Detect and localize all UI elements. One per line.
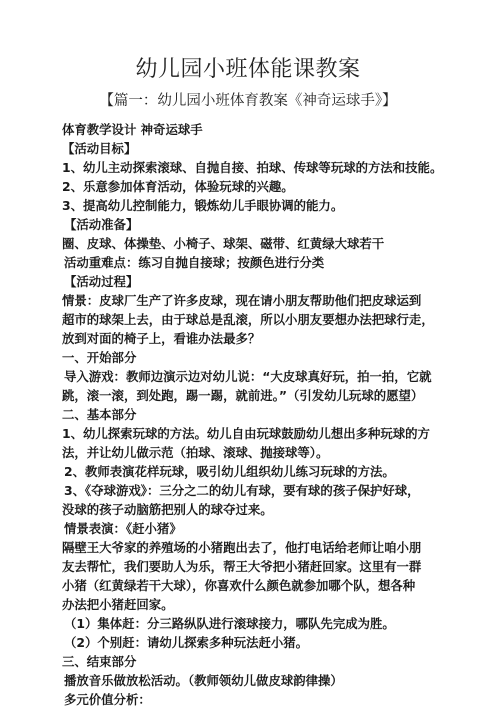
section-heading: 二、基本部分 <box>62 407 137 422</box>
body-line: 情景表演：《赶小猪》 <box>64 521 182 536</box>
body-line: 小猪（红黄绿若干大球），你喜欢什么颜色就参加哪个队，想各种 <box>62 578 416 593</box>
body-line: 友去帮忙，我们要助人为乐，帮王大爷把小猪赶回家。这里有一群 <box>62 559 422 574</box>
document-body <box>62 120 472 709</box>
document-subtitle: 【篇一：幼儿园小班体育教案《神奇运球手》】 <box>99 93 397 109</box>
body-line: 跳，滚一滚，到处跑，踢一踢，就前进。”（引发幼儿玩球的愿望） <box>62 388 424 403</box>
body-line: 放到对面的椅子上，看谁办法最多？ <box>62 331 261 346</box>
body-line: 导入游戏：教师边演示边对幼儿说：“大皮球真好玩，拍一拍，它就 <box>64 369 432 384</box>
body-line: （2）个别赶：请幼儿探索多种玩法赶小猪。 <box>64 635 309 650</box>
body-line: 播放音乐做放松活动。（教师领幼儿做皮球韵律操） <box>64 673 343 688</box>
body-line: 2、教师表演花样玩球，吸引幼儿组织幼儿练习玩球的方法。 <box>64 464 395 479</box>
body-line: 活动重难点：练习自抛自接球；按颜色进行分类 <box>64 255 325 270</box>
section-heading: 【活动目标】 <box>62 141 137 156</box>
document-title: 幼儿园小班体能课教案 <box>135 57 361 82</box>
body-line: 超市的球架上去，由于球总是乱滚，所以小朋友要想办法把球行走， <box>62 312 434 327</box>
body-line: 没球的孩子动脑筋把别人的球夺过来。 <box>62 502 273 517</box>
body-line: 隔壁王大爷家的养殖场的小猪跑出去了，他打电话给老师让咱小朋 <box>62 540 422 555</box>
body-line: 2、乐意参加体育活动，体验玩球的兴趣。 <box>62 179 294 194</box>
body-line: 情景：皮球厂生产了许多皮球，现在请小朋友帮助他们把皮球运到 <box>62 293 422 308</box>
section-heading: 【活动过程】 <box>64 274 139 289</box>
body-line: 圈、皮球、体操垫、小椅子、球架、磁带、红黄绿大球若干 <box>62 236 385 251</box>
body-line: 1、幼儿主动探索滚球、自抛自接、拍球、传球等玩球的方法和技能。 <box>62 160 443 175</box>
body-line: 3、提高幼儿控制能力，锻炼幼儿手眼协调的能力。 <box>62 198 344 213</box>
body-line: 体育教学设计 神奇运球手 <box>62 122 203 137</box>
body-line: 法，并让幼儿做示范（拍球、滚球、抛接球等）。 <box>62 445 329 460</box>
body-line: （1）集体赶：分三路纵队进行滚球接力，哪队先完成为胜。 <box>64 616 395 631</box>
section-heading: 三、结束部分 <box>62 654 137 669</box>
body-line: 多元价值分析： <box>64 692 151 707</box>
section-heading: 一、开始部分 <box>62 350 137 365</box>
body-line: 3、《夺球游戏》：三分之二的幼儿有球，要有球的孩子保护好球， <box>64 483 420 498</box>
body-line: 办法把小猪赶回家。 <box>62 597 174 612</box>
body-line: 1、幼儿探索玩球的方法。幼儿自由玩球鼓励幼儿想出多种玩球的方 <box>62 426 430 441</box>
section-heading: 【活动准备】 <box>64 217 139 232</box>
